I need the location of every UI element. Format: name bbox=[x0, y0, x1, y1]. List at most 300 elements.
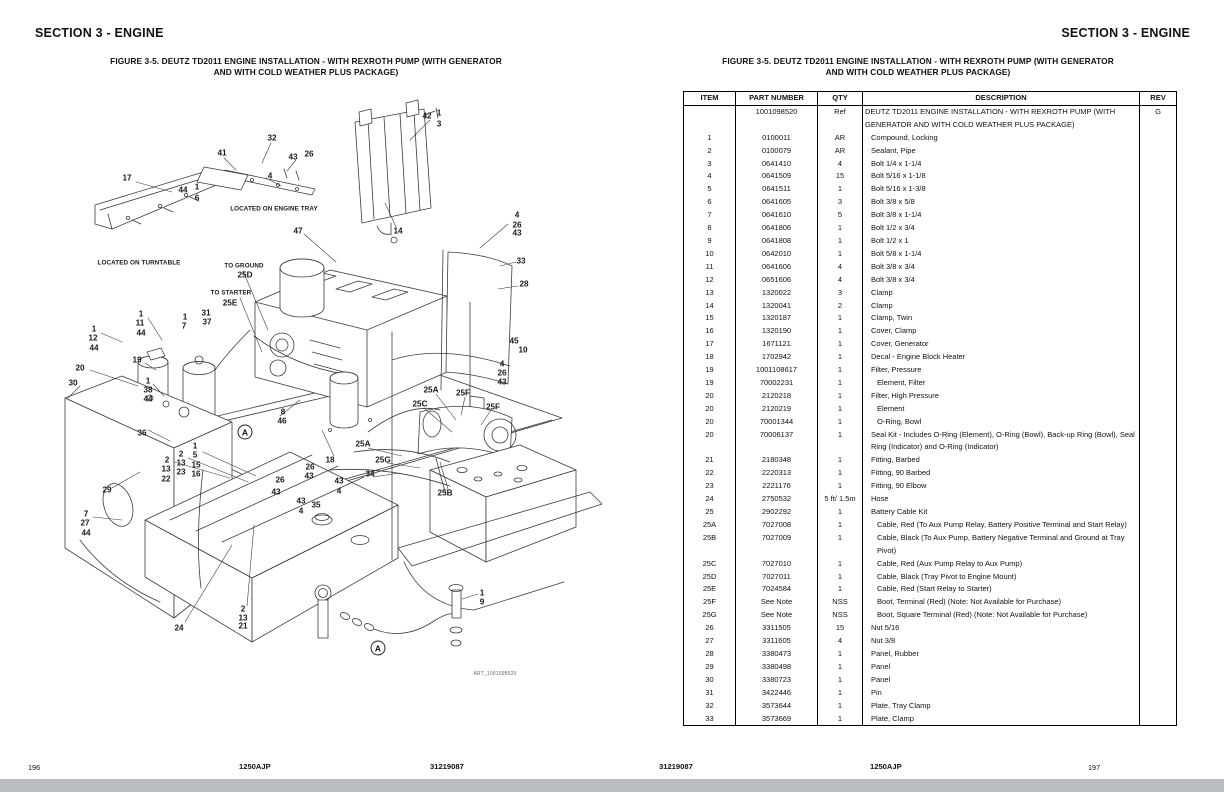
cell-qty: 2 bbox=[818, 300, 863, 313]
cell-part: 0641806 bbox=[736, 222, 818, 235]
cell-part: 1320041 bbox=[736, 300, 818, 313]
callout-label: 25B bbox=[437, 488, 453, 498]
cell-item: 20 bbox=[705, 403, 714, 413]
table-row bbox=[684, 506, 1177, 519]
cell-part: 2120218 bbox=[736, 390, 818, 403]
cell-part: 7027010 bbox=[736, 558, 818, 571]
cell-qty: 3 bbox=[818, 196, 863, 209]
callout-label: 47 bbox=[293, 226, 303, 236]
cell-rev bbox=[1140, 648, 1177, 661]
cell-item: 10 bbox=[705, 248, 714, 258]
callout-label: 1 bbox=[436, 108, 442, 118]
cell-item: 22 bbox=[705, 468, 714, 478]
cell-item: 29 bbox=[705, 661, 714, 671]
table-row bbox=[684, 287, 1177, 300]
cell-part: 7024584 bbox=[736, 583, 818, 596]
callout-label: 25A bbox=[355, 439, 371, 449]
callout-label: 38 bbox=[143, 385, 153, 395]
table-row bbox=[684, 390, 1177, 403]
table-row bbox=[684, 132, 1177, 145]
cell-rev bbox=[1140, 377, 1177, 390]
callout-label: 7 bbox=[83, 509, 89, 519]
cell-item: 30 bbox=[705, 674, 714, 684]
cell-desc: Panel, Rubber bbox=[863, 648, 1140, 661]
cell-item: 19 bbox=[705, 377, 714, 387]
table-row bbox=[684, 261, 1177, 274]
cell-part: 2750532 bbox=[736, 493, 818, 506]
callout-label: 4 bbox=[298, 506, 304, 516]
cell-part: 3422446 bbox=[736, 687, 818, 700]
cell-item: 19 bbox=[705, 365, 714, 375]
cell-rev bbox=[1140, 609, 1177, 622]
table-row bbox=[684, 583, 1177, 596]
callout-label: 21 bbox=[238, 621, 248, 631]
table-row bbox=[684, 532, 1177, 558]
callout-label: 43 bbox=[334, 476, 344, 486]
cell-rev bbox=[1140, 132, 1177, 145]
cell-desc: Fitting, 90 Elbow bbox=[863, 480, 1140, 493]
cell-desc: Boot, Terminal (Red) (Note: Not Available for Purchase) bbox=[863, 596, 1140, 609]
cell-part: 70001344 bbox=[736, 416, 818, 429]
callout-label: 7 bbox=[181, 321, 187, 331]
cell-item: 21 bbox=[705, 455, 714, 465]
cell-item: 25A bbox=[702, 519, 717, 529]
cell-item: 15 bbox=[705, 313, 714, 323]
callout-label: 36 bbox=[137, 428, 147, 438]
callout-label: 1 bbox=[145, 376, 151, 386]
callout-label: 18 bbox=[325, 455, 335, 465]
parts-table-header bbox=[684, 92, 1177, 106]
cell-rev bbox=[1140, 222, 1177, 235]
cell-part: 2902292 bbox=[736, 506, 818, 519]
cell-desc: Cable, Red (Aux Pump Relay to Aux Pump) bbox=[863, 558, 1140, 571]
callout-label: 2 bbox=[178, 449, 184, 459]
cell-item bbox=[684, 105, 736, 131]
callout-label: 25G bbox=[375, 455, 391, 465]
cell-desc: Compound, Locking bbox=[863, 132, 1140, 145]
col-header-part-number: PART NUMBER bbox=[736, 92, 818, 106]
cell-desc: Fitting, 90 Barbed bbox=[863, 467, 1140, 480]
cell-rev bbox=[1140, 661, 1177, 674]
cell-rev bbox=[1140, 687, 1177, 700]
table-row bbox=[684, 493, 1177, 506]
cell-desc: Clamp bbox=[863, 300, 1140, 313]
diagram-note: TO GROUND bbox=[224, 262, 264, 270]
callout-label: 26 bbox=[304, 149, 314, 159]
cell-item: 11 bbox=[705, 261, 714, 271]
callout-label: 4 bbox=[267, 171, 273, 181]
table-row bbox=[684, 558, 1177, 571]
callout-label: 8 bbox=[280, 407, 286, 417]
callout-label: 5 bbox=[192, 450, 198, 460]
footer-doc-number-right: 31219087 bbox=[659, 762, 693, 771]
table-row bbox=[684, 519, 1177, 532]
callout-label: 44 bbox=[89, 343, 99, 353]
cell-desc: Clamp bbox=[863, 287, 1140, 300]
table-row bbox=[684, 622, 1177, 635]
cell-rev bbox=[1140, 558, 1177, 571]
cell-rev bbox=[1140, 622, 1177, 635]
cell-item: 25D bbox=[702, 571, 717, 581]
table-row bbox=[684, 351, 1177, 364]
callout-label: 35 bbox=[311, 500, 321, 510]
cell-part: 7027009 bbox=[736, 532, 818, 558]
callout-label: 43 bbox=[296, 496, 306, 506]
cell-qty: 1 bbox=[818, 700, 863, 713]
cell-desc: Bolt 5/16 x 1-3/8 bbox=[863, 183, 1140, 196]
cell-item: 17 bbox=[705, 339, 714, 349]
cell-rev bbox=[1140, 312, 1177, 325]
cell-item: 28 bbox=[705, 648, 714, 658]
cell-desc: Panel bbox=[863, 674, 1140, 687]
cell-desc: Cover, Clamp bbox=[863, 325, 1140, 338]
cell-part: 1702942 bbox=[736, 351, 818, 364]
cell-part: 1320187 bbox=[736, 312, 818, 325]
cell-rev bbox=[1140, 300, 1177, 313]
cell-item: 13 bbox=[705, 287, 714, 297]
cell-rev bbox=[1140, 583, 1177, 596]
cell-part: See Note bbox=[736, 596, 818, 609]
callout-label: 28 bbox=[519, 279, 529, 289]
cell-desc: Filter, Pressure bbox=[863, 364, 1140, 377]
cell-rev bbox=[1140, 209, 1177, 222]
cell-item: 5 bbox=[707, 184, 712, 194]
cell-item: 25G bbox=[702, 610, 717, 620]
table-row bbox=[684, 274, 1177, 287]
cell-qty: 1 bbox=[818, 583, 863, 596]
cell-part: 3311505 bbox=[736, 622, 818, 635]
callout-label: 25E bbox=[222, 298, 238, 308]
cell-part: 1001108617 bbox=[736, 364, 818, 377]
cell-part: 2220313 bbox=[736, 467, 818, 480]
cell-item: 33 bbox=[705, 713, 714, 723]
table-row bbox=[684, 687, 1177, 700]
figure-title-line2-left: AND WITH COLD WEATHER PLUS PACKAGE) bbox=[213, 67, 399, 77]
cell-item: 4 bbox=[707, 171, 712, 181]
cell-qty: 15 bbox=[818, 170, 863, 183]
cell-qty: 4 bbox=[818, 274, 863, 287]
callout-label: 13 bbox=[238, 613, 248, 623]
callout-label: 42 bbox=[422, 111, 432, 121]
table-row bbox=[684, 158, 1177, 171]
cell-item: 14 bbox=[705, 300, 714, 310]
cell-part: 3380498 bbox=[736, 661, 818, 674]
cell-desc: Element bbox=[863, 403, 1140, 416]
cell-part: 0641808 bbox=[736, 235, 818, 248]
cell-rev bbox=[1140, 196, 1177, 209]
cell-desc: Cover, Generator bbox=[863, 338, 1140, 351]
cell-part: 0641605 bbox=[736, 196, 818, 209]
footer-model-left: 1250AJP bbox=[239, 762, 271, 771]
callout-label: 30 bbox=[68, 378, 78, 388]
callout-label: 10 bbox=[518, 345, 528, 355]
cell-item: 20 bbox=[705, 416, 714, 426]
cell-rev bbox=[1140, 700, 1177, 713]
table-row bbox=[684, 403, 1177, 416]
cell-item: 16 bbox=[705, 326, 714, 336]
cell-rev bbox=[1140, 480, 1177, 493]
cell-desc: Battery Cable Kit bbox=[863, 506, 1140, 519]
cell-qty: 1 bbox=[818, 506, 863, 519]
table-row bbox=[684, 364, 1177, 377]
table-row bbox=[684, 196, 1177, 209]
cell-part: 2221176 bbox=[736, 480, 818, 493]
cell-qty: 1 bbox=[818, 248, 863, 261]
callout-label: 44 bbox=[143, 394, 153, 404]
table-row bbox=[684, 454, 1177, 467]
callout-label: 26 bbox=[497, 368, 507, 378]
col-header-rev: REV bbox=[1140, 92, 1177, 106]
cell-part: 0642010 bbox=[736, 248, 818, 261]
callout-label: 43 bbox=[271, 487, 281, 497]
table-row bbox=[684, 170, 1177, 183]
callout-label: 1 bbox=[91, 324, 97, 334]
cell-rev bbox=[1140, 287, 1177, 300]
table-row bbox=[684, 145, 1177, 158]
diagram-note: LOCATED ON ENGINE TRAY bbox=[230, 205, 318, 213]
table-row bbox=[684, 338, 1177, 351]
cell-rev bbox=[1140, 274, 1177, 287]
callout-label: 2 bbox=[164, 455, 170, 465]
table-row bbox=[684, 325, 1177, 338]
callout-label: 46 bbox=[277, 416, 287, 426]
cell-part: 2120219 bbox=[736, 403, 818, 416]
callout-label: 32 bbox=[267, 133, 277, 143]
callout-label: 37 bbox=[202, 317, 212, 327]
cell-qty: 4 bbox=[818, 158, 863, 171]
table-row bbox=[684, 467, 1177, 480]
cell-part: 7027008 bbox=[736, 519, 818, 532]
callout-label: 13 bbox=[176, 458, 186, 468]
footer-doc-number-left: 31219087 bbox=[430, 762, 464, 771]
col-header-description: DESCRIPTION bbox=[863, 92, 1140, 106]
cell-desc: Panel bbox=[863, 661, 1140, 674]
cell-part: 1671121 bbox=[736, 338, 818, 351]
cell-qty: Ref bbox=[818, 105, 863, 131]
cell-rev bbox=[1140, 467, 1177, 480]
callout-label: 26 bbox=[512, 220, 522, 230]
callout-label: 25D bbox=[237, 270, 253, 280]
cell-qty: 1 bbox=[818, 519, 863, 532]
cell-item: 26 bbox=[705, 623, 714, 633]
page-bottom-bar bbox=[0, 779, 1224, 792]
table-row bbox=[684, 222, 1177, 235]
cell-desc: Bolt 3/8 x 3/4 bbox=[863, 261, 1140, 274]
cell-qty: 1 bbox=[818, 429, 863, 455]
cell-item: 8 bbox=[707, 223, 712, 233]
cell-desc: DEUTZ TD2011 ENGINE INSTALLATION - WITH REXROTH PUMP (WITH GENERATOR AND WITH COLD WEATHER PLUS PACKAGE) bbox=[863, 105, 1140, 131]
callout-label: 15 bbox=[191, 460, 201, 470]
cell-item: 12 bbox=[705, 274, 714, 284]
cell-part: 3573644 bbox=[736, 700, 818, 713]
cell-desc: Sealant, Pipe bbox=[863, 145, 1140, 158]
cell-part: 3311605 bbox=[736, 635, 818, 648]
parts-table-body bbox=[684, 105, 1177, 726]
cell-item: 1 bbox=[707, 132, 712, 142]
callout-label: 1 bbox=[182, 312, 188, 322]
table-row bbox=[684, 713, 1177, 726]
cell-qty: 4 bbox=[818, 261, 863, 274]
cell-rev bbox=[1140, 596, 1177, 609]
cell-qty: 1 bbox=[818, 325, 863, 338]
callout-label: 9 bbox=[479, 597, 485, 607]
cell-item: 25C bbox=[702, 558, 717, 568]
callout-label: 4 bbox=[499, 359, 505, 369]
cell-part: 1320190 bbox=[736, 325, 818, 338]
cell-rev bbox=[1140, 261, 1177, 274]
cell-qty: 4 bbox=[818, 635, 863, 648]
cell-desc: Bolt 1/2 x 3/4 bbox=[863, 222, 1140, 235]
callout-label: 43 bbox=[512, 228, 522, 238]
cell-qty: 1 bbox=[818, 674, 863, 687]
cell-part: 0641509 bbox=[736, 170, 818, 183]
cell-desc: Cable, Black (Tray Pivot to Engine Mount) bbox=[863, 571, 1140, 584]
cell-rev bbox=[1140, 635, 1177, 648]
callout-label: 43 bbox=[497, 377, 507, 387]
section-header-right: SECTION 3 - ENGINE bbox=[1061, 26, 1190, 40]
callout-label: 1 bbox=[138, 309, 144, 319]
cell-rev bbox=[1140, 454, 1177, 467]
cell-rev bbox=[1140, 390, 1177, 403]
callout-label: 1 bbox=[194, 182, 200, 192]
figure-title-line2-right: AND WITH COLD WEATHER PLUS PACKAGE) bbox=[825, 67, 1011, 77]
cell-part: 0641511 bbox=[736, 183, 818, 196]
cell-qty: NSS bbox=[818, 609, 863, 622]
cell-desc: Fitting, Barbed bbox=[863, 454, 1140, 467]
cell-qty: 1 bbox=[818, 351, 863, 364]
cell-item: 3 bbox=[707, 158, 712, 168]
cell-rev bbox=[1140, 248, 1177, 261]
cell-desc: Boot, Square Terminal (Red) (Note: Not Available for Purchase) bbox=[863, 609, 1140, 622]
callout-label: 22 bbox=[161, 474, 171, 484]
cell-rev bbox=[1140, 235, 1177, 248]
cell-rev bbox=[1140, 364, 1177, 377]
cell-desc: Bolt 5/8 x 1-1/4 bbox=[863, 248, 1140, 261]
callout-label: 16 bbox=[191, 469, 201, 479]
cell-part: 0641606 bbox=[736, 261, 818, 274]
callout-label: 27 bbox=[80, 518, 90, 528]
cell-item: 7 bbox=[707, 210, 712, 220]
figure-title-line1-right: FIGURE 3-5. DEUTZ TD2011 ENGINE INSTALLATION - WITH REXROTH PUMP (WITH GENERATOR bbox=[722, 56, 1114, 66]
table-row bbox=[684, 300, 1177, 313]
cell-desc: Hose bbox=[863, 493, 1140, 506]
cell-rev bbox=[1140, 506, 1177, 519]
callout-label: 1 bbox=[479, 588, 485, 598]
cell-rev bbox=[1140, 519, 1177, 532]
cell-part: 70002231 bbox=[736, 377, 818, 390]
callout-label: 13 bbox=[161, 464, 171, 474]
table-row bbox=[684, 480, 1177, 493]
col-header-qty: QTY bbox=[818, 92, 863, 106]
cell-rev bbox=[1140, 416, 1177, 429]
cell-desc: Cable, Red (Start Relay to Starter) bbox=[863, 583, 1140, 596]
right-page bbox=[612, 0, 1224, 792]
cell-desc: O-Ring, Bowl bbox=[863, 416, 1140, 429]
cell-qty: 1 bbox=[818, 377, 863, 390]
cell-desc: Nut 3/8 bbox=[863, 635, 1140, 648]
cell-rev bbox=[1140, 351, 1177, 364]
cell-rev bbox=[1140, 338, 1177, 351]
callout-label: 43 bbox=[304, 471, 314, 481]
cell-item: 2 bbox=[707, 145, 712, 155]
cell-desc: Plate, Clamp bbox=[863, 713, 1140, 726]
cell-rev bbox=[1140, 674, 1177, 687]
callout-label: 17 bbox=[122, 173, 132, 183]
cell-qty: 1 bbox=[818, 390, 863, 403]
cell-desc: Filter, High Pressure bbox=[863, 390, 1140, 403]
cell-desc: Clamp, Twin bbox=[863, 312, 1140, 325]
cell-desc: Cable, Black (To Aux Pump, Battery Negative Terminal and Ground at Tray Pivot) bbox=[863, 532, 1140, 558]
callout-label: 25F bbox=[455, 388, 471, 398]
cell-item: 20 bbox=[705, 390, 714, 400]
cell-qty: 1 bbox=[818, 416, 863, 429]
cell-part: See Note bbox=[736, 609, 818, 622]
callout-label: 11 bbox=[135, 318, 145, 328]
figure-title-line1-left: FIGURE 3-5. DEUTZ TD2011 ENGINE INSTALLATION - WITH REXROTH PUMP (WITH GENERATOR bbox=[110, 56, 502, 66]
cell-part: 1001098520 bbox=[736, 105, 818, 131]
parts-table bbox=[683, 91, 1177, 726]
detail-marker-a: A bbox=[371, 641, 386, 656]
callout-label: 41 bbox=[217, 148, 227, 158]
cell-qty: 1 bbox=[818, 403, 863, 416]
cell-desc: Decal - Engine Block Heater bbox=[863, 351, 1140, 364]
table-row bbox=[684, 429, 1177, 455]
cell-qty: 1 bbox=[818, 364, 863, 377]
callout-label: 4 bbox=[336, 486, 342, 496]
cell-part: 7027011 bbox=[736, 571, 818, 584]
table-row bbox=[684, 648, 1177, 661]
cell-qty: 15 bbox=[818, 622, 863, 635]
section-header-left: SECTION 3 - ENGINE bbox=[35, 26, 164, 40]
table-row bbox=[684, 209, 1177, 222]
cell-item: 25E bbox=[702, 584, 717, 594]
callout-label: 33 bbox=[516, 256, 526, 266]
cell-item: 9 bbox=[707, 235, 712, 245]
cell-rev bbox=[1140, 571, 1177, 584]
callout-label: 19 bbox=[132, 355, 142, 365]
callout-label: 31 bbox=[201, 308, 211, 318]
cell-qty: 1 bbox=[818, 480, 863, 493]
cell-item: 25B bbox=[702, 532, 717, 542]
table-row bbox=[684, 235, 1177, 248]
cell-rev bbox=[1140, 183, 1177, 196]
cell-desc: Nut 5/16 bbox=[863, 622, 1140, 635]
table-row bbox=[684, 596, 1177, 609]
callout-label: 44 bbox=[178, 185, 188, 195]
table-row bbox=[684, 105, 1177, 131]
cell-part: 0641410 bbox=[736, 158, 818, 171]
cell-qty: 1 bbox=[818, 687, 863, 700]
cell-desc: Pin bbox=[863, 687, 1140, 700]
cell-desc: Bolt 3/8 x 1-1/4 bbox=[863, 209, 1140, 222]
callout-label: 20 bbox=[75, 363, 85, 373]
table-row bbox=[684, 700, 1177, 713]
cell-qty: 1 bbox=[818, 338, 863, 351]
callout-label: 1 bbox=[192, 441, 198, 451]
callout-label: 24 bbox=[174, 623, 184, 633]
cell-item: 31 bbox=[705, 687, 714, 697]
cell-desc: Element, Filter bbox=[863, 377, 1140, 390]
callout-label: 23 bbox=[176, 467, 186, 477]
cell-item: 32 bbox=[705, 700, 714, 710]
cell-qty: AR bbox=[818, 145, 863, 158]
cell-item: 25F bbox=[703, 597, 716, 607]
cell-rev bbox=[1140, 713, 1177, 726]
table-row bbox=[684, 312, 1177, 325]
footer-model-right: 1250AJP bbox=[870, 762, 902, 771]
cell-item: 23 bbox=[705, 481, 714, 491]
cell-qty: 5 bbox=[818, 209, 863, 222]
